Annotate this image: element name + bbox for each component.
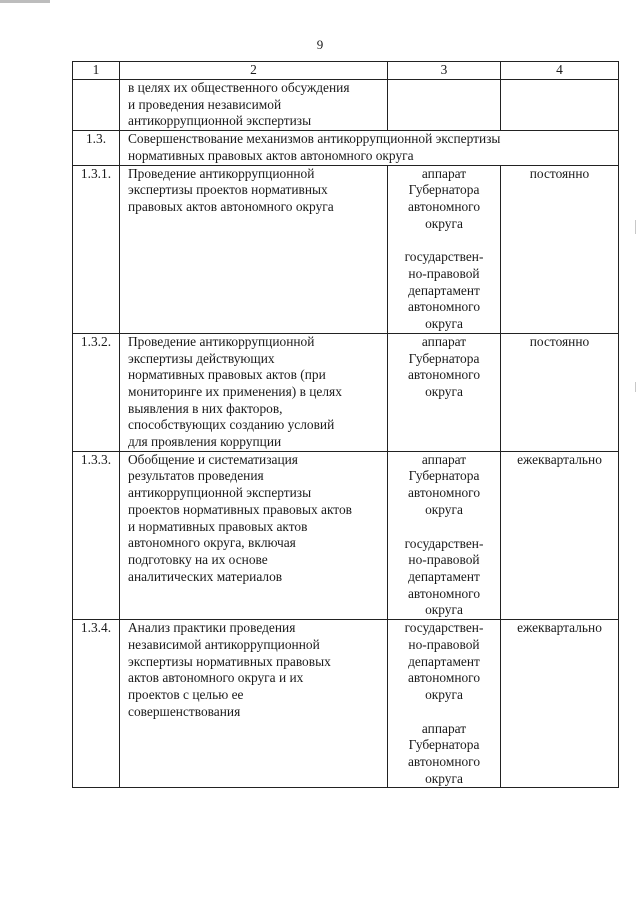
table-row xyxy=(73,333,619,451)
executor-line: округа xyxy=(425,602,463,618)
measures-table-body xyxy=(73,62,619,788)
measure-text-cell xyxy=(120,165,388,333)
executor-line: автономного xyxy=(407,299,481,315)
executor-line: округа xyxy=(425,501,463,517)
table-header-row xyxy=(73,62,619,80)
executor-line: государствен- xyxy=(404,620,484,636)
measure-text-line: актов автономного округа и их xyxy=(128,670,304,686)
measure-text-line: антикоррупционной экспертизы xyxy=(128,113,312,129)
executor-cell xyxy=(388,620,501,788)
section-title-line: нормативных правовых актов автономного округа xyxy=(128,147,414,163)
executor-cell xyxy=(388,165,501,333)
section-number: 1.3. xyxy=(73,131,120,165)
column-header: 1 xyxy=(73,62,120,80)
column-header: 2 xyxy=(120,62,388,80)
section-title xyxy=(120,131,619,165)
measure-text-line: в целях их общественного обсуждения xyxy=(128,80,350,95)
executor-line: но-правовой xyxy=(408,266,480,282)
scan-artifact-line xyxy=(0,0,50,3)
scan-artifact-mark xyxy=(635,382,636,392)
executor-line: государствен- xyxy=(404,535,484,551)
measure-text-cell xyxy=(120,333,388,451)
executor-line: но-правовой xyxy=(408,636,480,652)
measure-text-cell xyxy=(120,451,388,619)
column-header: 3 xyxy=(388,62,501,80)
deadline-cell xyxy=(501,80,619,131)
measure-text-line: проектов с целью ее xyxy=(128,686,244,702)
measure-text-line: экспертизы нормативных правовых xyxy=(128,653,331,669)
measure-text-line: аналитических материалов xyxy=(128,568,283,584)
measure-text-line: мониторинге их применения) в целях xyxy=(128,383,342,399)
page-number: 9 xyxy=(316,37,324,52)
measure-text-line: и нормативных правовых актов xyxy=(128,518,308,534)
measure-text-line: антикоррупционной экспертизы xyxy=(128,485,312,501)
table-row xyxy=(73,165,619,333)
measure-text-line: способствующих созданию условий xyxy=(128,417,335,433)
executor-cell xyxy=(388,80,501,131)
executor-line: аппарат xyxy=(421,451,467,467)
measure-text-line: Проведение антикоррупционной xyxy=(128,333,315,349)
executor-line: округа xyxy=(425,316,463,332)
executor-cell xyxy=(388,333,501,451)
measure-text-line: проектов нормативных правовых актов xyxy=(128,501,352,517)
deadline-cell: постоянно xyxy=(501,165,619,333)
executor-line: Губернатора xyxy=(408,182,480,198)
continuation-row xyxy=(73,80,619,131)
executor-line: департамент xyxy=(408,282,480,298)
executor-gap xyxy=(391,704,497,721)
measure-text-cell xyxy=(120,620,388,788)
measure-text-line: правовых актов автономного округа xyxy=(128,198,334,214)
executor-line: Губернатора xyxy=(408,350,480,366)
executor-line: Губернатора xyxy=(408,468,480,484)
measure-text-line: совершенствования xyxy=(128,703,241,719)
executor-line: автономного xyxy=(407,670,481,686)
measures-table xyxy=(72,61,619,788)
scan-artifact-mark xyxy=(635,220,636,234)
measure-text-line: Проведение антикоррупционной xyxy=(128,165,315,181)
measure-text-line: автономного округа, включая xyxy=(128,535,296,551)
measure-text-cell xyxy=(120,80,388,131)
measure-text-line: экспертизы действующих xyxy=(128,350,275,366)
row-number: 1.3.4. xyxy=(73,620,120,788)
row-number-cell xyxy=(73,80,120,131)
row-number: 1.3.1. xyxy=(73,165,120,333)
measure-text-line: экспертизы проектов нормативных xyxy=(128,182,328,198)
measure-text-line: независимой антикоррупционной xyxy=(128,636,320,652)
executor-line: аппарат xyxy=(421,165,467,181)
deadline-cell: ежеквартально xyxy=(501,620,619,788)
deadline-cell: постоянно xyxy=(501,333,619,451)
measure-text-line: для проявления коррупции xyxy=(128,434,282,450)
executor-line: Губернатора xyxy=(408,737,480,753)
executor-line: округа xyxy=(425,770,463,786)
table-row xyxy=(73,620,619,788)
executor-line: государствен- xyxy=(404,249,484,265)
executor-line: автономного xyxy=(407,367,481,383)
executor-line: автономного xyxy=(407,198,481,214)
executor-line: аппарат xyxy=(421,720,467,736)
executor-gap xyxy=(391,519,497,536)
executor-line: но-правовой xyxy=(408,552,480,568)
deadline-cell: ежеквартально xyxy=(501,451,619,619)
table-row xyxy=(73,451,619,619)
measure-text-line: и проведения независимой xyxy=(128,96,282,112)
executor-gap xyxy=(391,232,497,249)
executor-line: округа xyxy=(425,686,463,702)
section-row xyxy=(73,131,619,165)
column-header: 4 xyxy=(501,62,619,80)
executor-line: автономного xyxy=(407,754,481,770)
executor-line: аппарат xyxy=(421,333,467,349)
measure-text-line: результатов проведения xyxy=(128,468,264,484)
executor-line: автономного xyxy=(407,485,481,501)
measure-text-line: нормативных правовых актов (при xyxy=(128,367,326,383)
measure-text-line: Обобщение и систематизация xyxy=(128,451,298,467)
measure-text-line: подготовку на их основе xyxy=(128,551,268,567)
measure-text-line: Анализ практики проведения xyxy=(128,620,296,636)
executor-line: автономного xyxy=(407,585,481,601)
measure-text-line: выявления в них факторов, xyxy=(128,400,283,416)
executor-line: округа xyxy=(425,383,463,399)
executor-line: департамент xyxy=(408,653,480,669)
executor-line: округа xyxy=(425,215,463,231)
section-title-line: Совершенствование механизмов антикоррупционной экспертизы xyxy=(128,131,501,147)
row-number: 1.3.3. xyxy=(73,451,120,619)
executor-cell xyxy=(388,451,501,619)
executor-line: департамент xyxy=(408,568,480,584)
row-number: 1.3.2. xyxy=(73,333,120,451)
